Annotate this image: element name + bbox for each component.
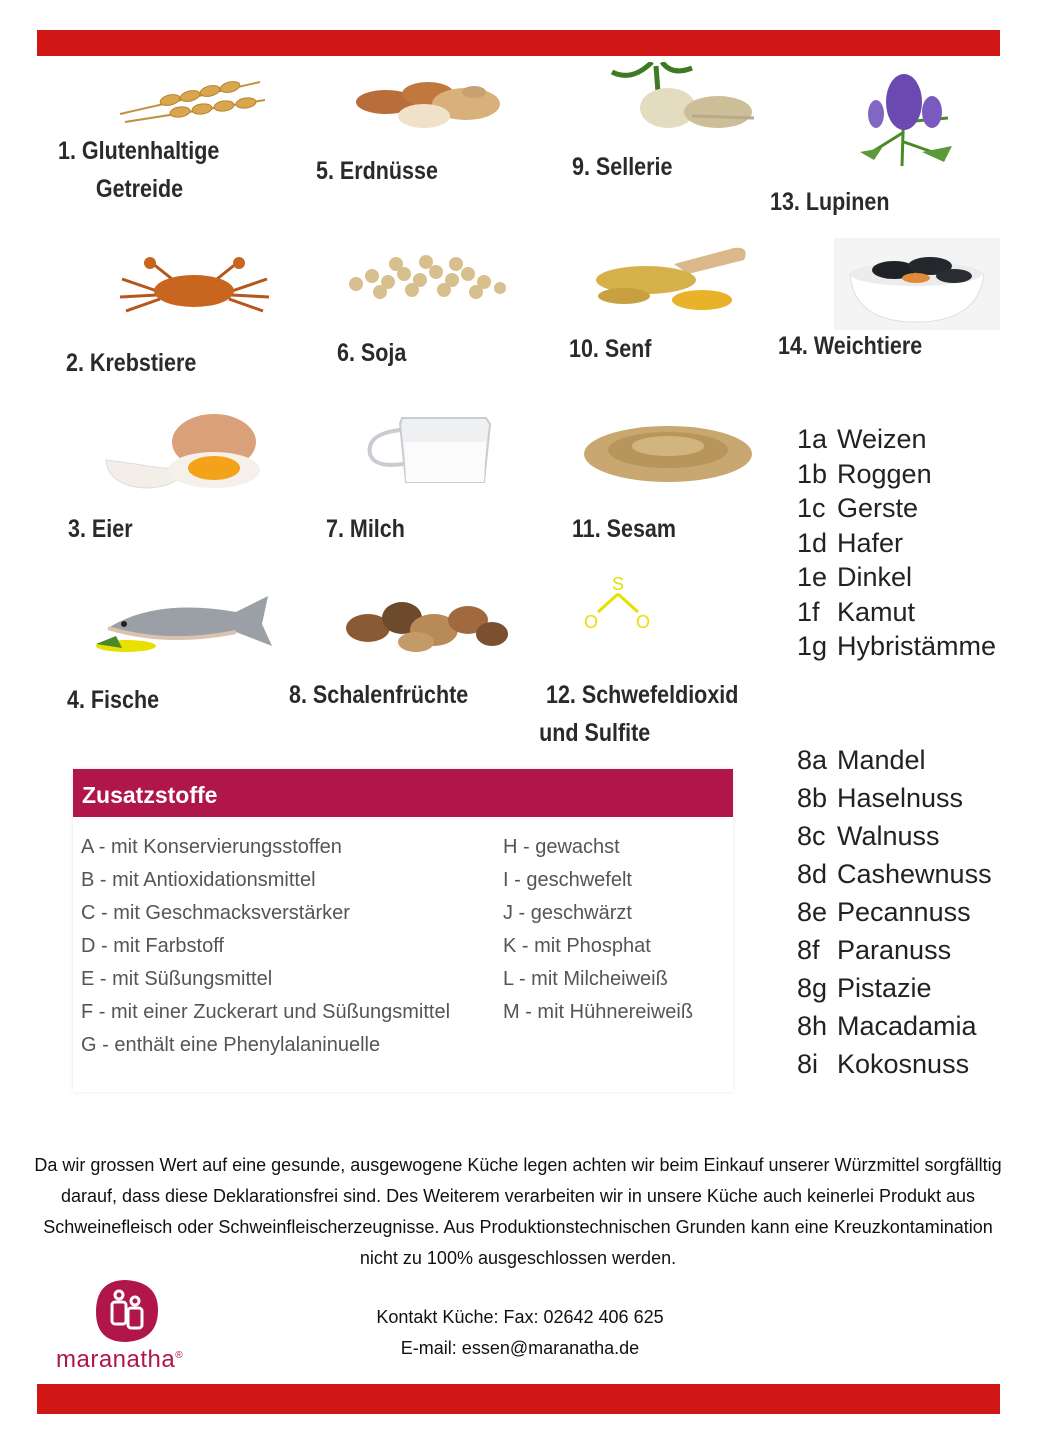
nut-item: 8a Mandel (797, 745, 926, 775)
soybeans-icon (336, 246, 516, 306)
allergen-label-12: 12. Schwefeldioxid und Sulfite (539, 681, 739, 747)
nut-item: 8h Macadamia (797, 1011, 977, 1041)
grain-item: 1a Weizen (797, 424, 927, 454)
milk-jug-icon (356, 408, 502, 488)
mussels-icon (834, 238, 1000, 330)
allergen-label-11: 11. Sesam (572, 515, 677, 543)
additive-item: D - mit Farbstoff (81, 935, 224, 957)
allergen-label-13: 13. Lupinen (770, 188, 890, 216)
additive-item: G - enthält eine Phenylalaninuelle (81, 1034, 381, 1056)
additives-right-column (503, 831, 693, 1029)
allergen-label-1: 1. Glutenhaltige Getreide (58, 137, 220, 203)
nut-item: 8g Pistazie (797, 973, 932, 1003)
nut-types-list (797, 741, 992, 1083)
bottom-red-bar (37, 1384, 1000, 1414)
additives-left-column (81, 831, 450, 1062)
grain-item: 1c Gerste (797, 493, 919, 523)
additive-item: J - geschwärzt (503, 902, 632, 924)
allergen-label-8: 8. Schalenfrüchte (289, 681, 469, 709)
eggs-icon (96, 408, 271, 493)
allergen-label-6: 6. Soja (337, 339, 407, 367)
svg-text:S: S (612, 574, 625, 594)
grain-item: 1g Hybristämme (797, 631, 997, 661)
lupine-flower-icon (852, 72, 972, 166)
additive-item: A - mit Konservierungsstoffen (81, 836, 342, 858)
allergen-label-4: 4. Fische (67, 686, 160, 714)
maranatha-logo (56, 1278, 226, 1378)
additives-title: Zusatzstoffe (73, 769, 733, 817)
nut-item: 8i Kokosnuss (797, 1049, 970, 1079)
allergen-label-2: 2. Krebstiere (66, 349, 197, 377)
so2-molecule-icon (578, 568, 658, 634)
celery-icon (592, 62, 758, 132)
additive-item: E - mit Süßungsmittel (81, 968, 273, 990)
info-paragraph (30, 1150, 1006, 1274)
nut-item: 8f Paranuss (797, 935, 952, 965)
info-line: nicht zu 100% ausgeschlossen werden. (359, 1248, 677, 1268)
additive-item: L - mit Milcheiweiß (503, 968, 668, 990)
svg-text:O: O (584, 612, 599, 632)
additives-panel (73, 769, 733, 1092)
nut-item: 8d Cashewnuss (797, 859, 992, 889)
nut-item: 8e Pecannuss (797, 897, 971, 927)
mustard-icon (584, 244, 756, 314)
nuts-icon (328, 590, 516, 656)
peanuts-icon (346, 72, 516, 134)
crab-icon (112, 257, 277, 319)
info-line: Schweinefleisch oder Schweinfleischerzeugnisse. Aus Produktionstechnischen Grunden kann eine Kreuzkontamination (43, 1217, 993, 1237)
info-line: Da wir grossen Wert auf eine gesunde, ausgewogene Küche legen achten wir beim Einkauf unserer Würzmittel sorgfälltig (34, 1155, 1002, 1175)
wheat-icon (110, 62, 275, 128)
grain-item: 1d Hafer (797, 527, 904, 558)
additive-item: C - mit Geschmacksverstärker (81, 902, 350, 924)
fish-icon (86, 588, 278, 658)
grain-item: 1b Roggen (797, 458, 932, 489)
logo-wordmark: maranatha® (56, 1346, 184, 1373)
grain-item: 1e Dinkel (797, 562, 913, 592)
allergen-label-7: 7. Milch (326, 515, 405, 543)
allergen-label-3: 3. Eier (68, 515, 133, 543)
sesame-icon (580, 418, 756, 488)
contact-fax: Kontakt Küche: Fax: 02642 406 625 (376, 1307, 664, 1327)
additive-item: H - gewachst (503, 836, 620, 858)
additive-item: I - geschwefelt (503, 869, 632, 891)
grain-types-list (797, 422, 996, 664)
contact-email[interactable]: E-mail: essen@maranatha.de (400, 1338, 640, 1358)
maranatha-logo-icon (92, 1278, 162, 1344)
info-line: darauf, dass diese Deklarationsfrei sind. Des Weiterem verarbeiten wir in unsere Küche auch keinerlei Produkt aus (60, 1186, 976, 1206)
allergen-label-5: 5. Erdnüsse (316, 157, 438, 185)
nut-item: 8b Haselnuss (797, 783, 964, 813)
additive-item: B - mit Antioxidationsmittel (81, 869, 316, 891)
allergen-label-10: 10. Senf (569, 335, 652, 363)
allergen-label-14: 14. Weichtiere (778, 332, 923, 360)
top-red-bar (37, 30, 1000, 56)
svg-text:O: O (636, 612, 651, 632)
contact-block (300, 1302, 740, 1364)
additive-item: M - mit Hühnereiweiß (503, 1001, 694, 1023)
additive-item: F - mit einer Zuckerart und Süßungsmittel (81, 1001, 451, 1023)
grain-item: 1f Kamut (797, 596, 916, 627)
allergen-label-9: 9. Sellerie (572, 153, 673, 181)
nut-item: 8c Walnuss (797, 821, 940, 851)
additive-item: K - mit Phosphat (503, 935, 651, 957)
